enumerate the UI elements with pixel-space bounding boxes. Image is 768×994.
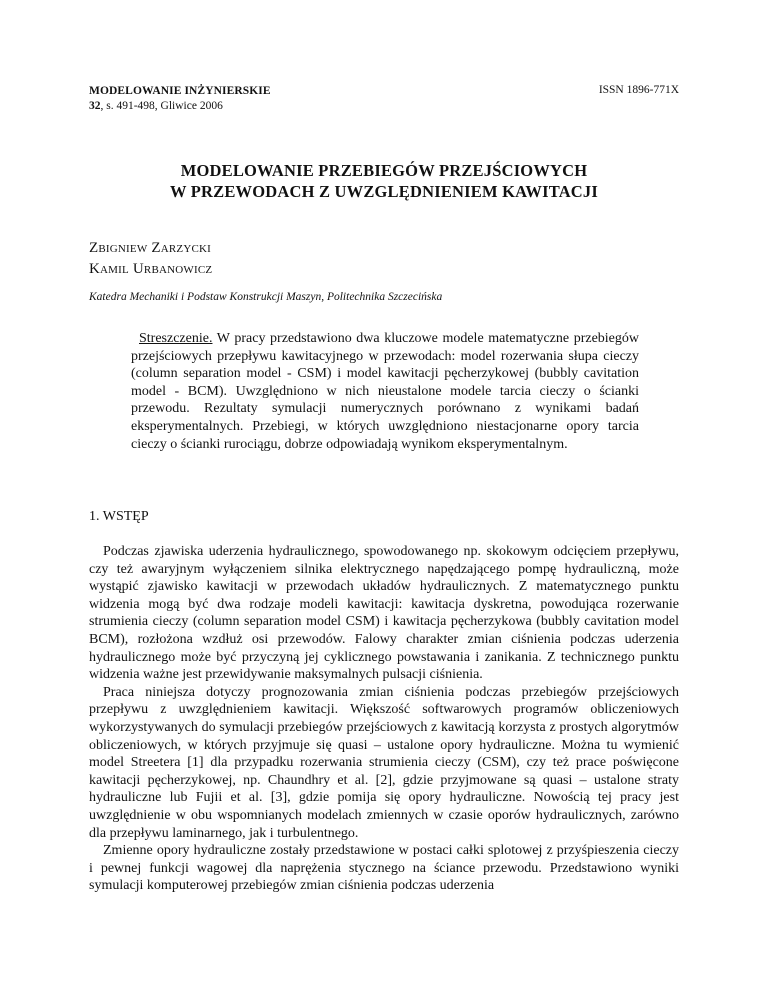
- issn: ISSN 1896-771X: [598, 84, 679, 96]
- title-line-1: MODELOWANIE PRZEBIEGÓW PRZEJŚCIOWYCH: [180, 161, 588, 180]
- paragraph-2: Praca niniejsza dotyczy prognozowania zmian ciśnienia podczas przebiegów przejściowych przepływu z uwzględnieniem kawitacji. Większość softwarowych programów obliczeniowych wykorzystywanych do symulacji przebiegów przejściowych z kawitacją korzysta z prostych algorytmów obliczeniowych, w których przyjmuje się quasi – ustalone opory hydrauliczne. Można tu wymienić model Streetera [1] dla przypadku rozerwania strumienia cieczy (CSM), czy też prace poświęcone kawitacji pęcherzykowej, np. Chaundhry et al. [2], gdzie przyjmowane są quasi – ustalone straty hydrauliczne lub Fujii et al. [3], gdzie pomija się opory hydrauliczne. Nowością tej pracy jest uwzględnienie w obu wspomnianych modelach zmiennych w czasie oporów hydraulicznych, zarówno dla przepływu laminarnego, jak i turbulentnego.: [89, 684, 679, 841]
- paragraph-3: Zmienne opory hydrauliczne zostały przedstawione w postaci całki splotowej z przyśpieszenia cieczy i pewnej funkcji wagowej dla naprężenia stycznego na ściance przewodu. Przedstawiono wyniki symulacji komputerowej przebiegów zmian ciśnienia podczas uderzenia: [89, 843, 679, 894]
- title-line-2: W PRZEWODACH Z UWZGLĘDNIENIEM KAWITACJI: [170, 182, 598, 201]
- author-2: Kamil Urbanowicz: [89, 261, 213, 277]
- section-body: [89, 543, 679, 895]
- journal-name: MODELOWANIE INŻYNIERSKIE: [89, 85, 271, 97]
- journal-volume: 32: [89, 100, 101, 112]
- paper-title: [0, 160, 768, 202]
- journal-pages: , s. 491-498, Gliwice 2006: [100, 100, 223, 112]
- abstract: [131, 330, 639, 453]
- journal-header: [89, 84, 271, 114]
- affiliation: Katedra Mechaniki i Podstaw Konstrukcji Maszyn, Politechnika Szczecińska: [89, 291, 443, 303]
- paragraph-1: Podczas zjawiska uderzenia hydraulicznego, spowodowanego np. skokowym odcięciem przepływu, czy też awaryjnym wyłączeniem silnika elektrycznego napędzającego pompę hydrauliczną, może wystąpić zjawisko kawitacji w przewodach układów hydraulicznych. Z matematycznego punktu widzenia mogą być dwa rodzaje modeli kawitacji: kawitacja dyskretna, powodująca rozerwanie strumienia cieczy (column separation model CSM) i kawitacja pęcherzykowa (bubbly cavitation model BCM), rozłożona wzdłuż osi przewodów. Falowy charakter zmian ciśnienia podczas uderzenia hydraulicznego może być przyczyną jej cyklicznego powstawania i zanikania. Z technicznego punktu widzenia ważne jest przewidywanie maksymalnych pulsacji ciśnienia.: [89, 544, 679, 683]
- section-heading: 1. WSTĘP: [89, 509, 149, 524]
- author-1: Zbigniew Zarzycki: [89, 240, 212, 256]
- author-list: [89, 238, 212, 280]
- journal-volume-line: [89, 99, 271, 114]
- abstract-text: W pracy przedstawiono dwa kluczowe modele matematyczne przebiegów przejściowych przepływu kawitacyjnego w przewodach: model rozerwania słupa cieczy (column separation model - CSM) i model kawitacji pęcherzykowej (bubbly cavitation model - BCM). Uwzględniono w nich nieustalone modele tarcia cieczy o ścianki przewodu. Rezultaty symulacji numerycznych porównano z wynikami badań eksperymentalnych. Przebiegi, w których uwzględniono niestacjonarne opory tarcia cieczy o ścianki rurociągu, dobrze odpowiadają wynikom eksperymentalnym.: [131, 331, 639, 452]
- abstract-label: Streszczenie.: [139, 331, 213, 346]
